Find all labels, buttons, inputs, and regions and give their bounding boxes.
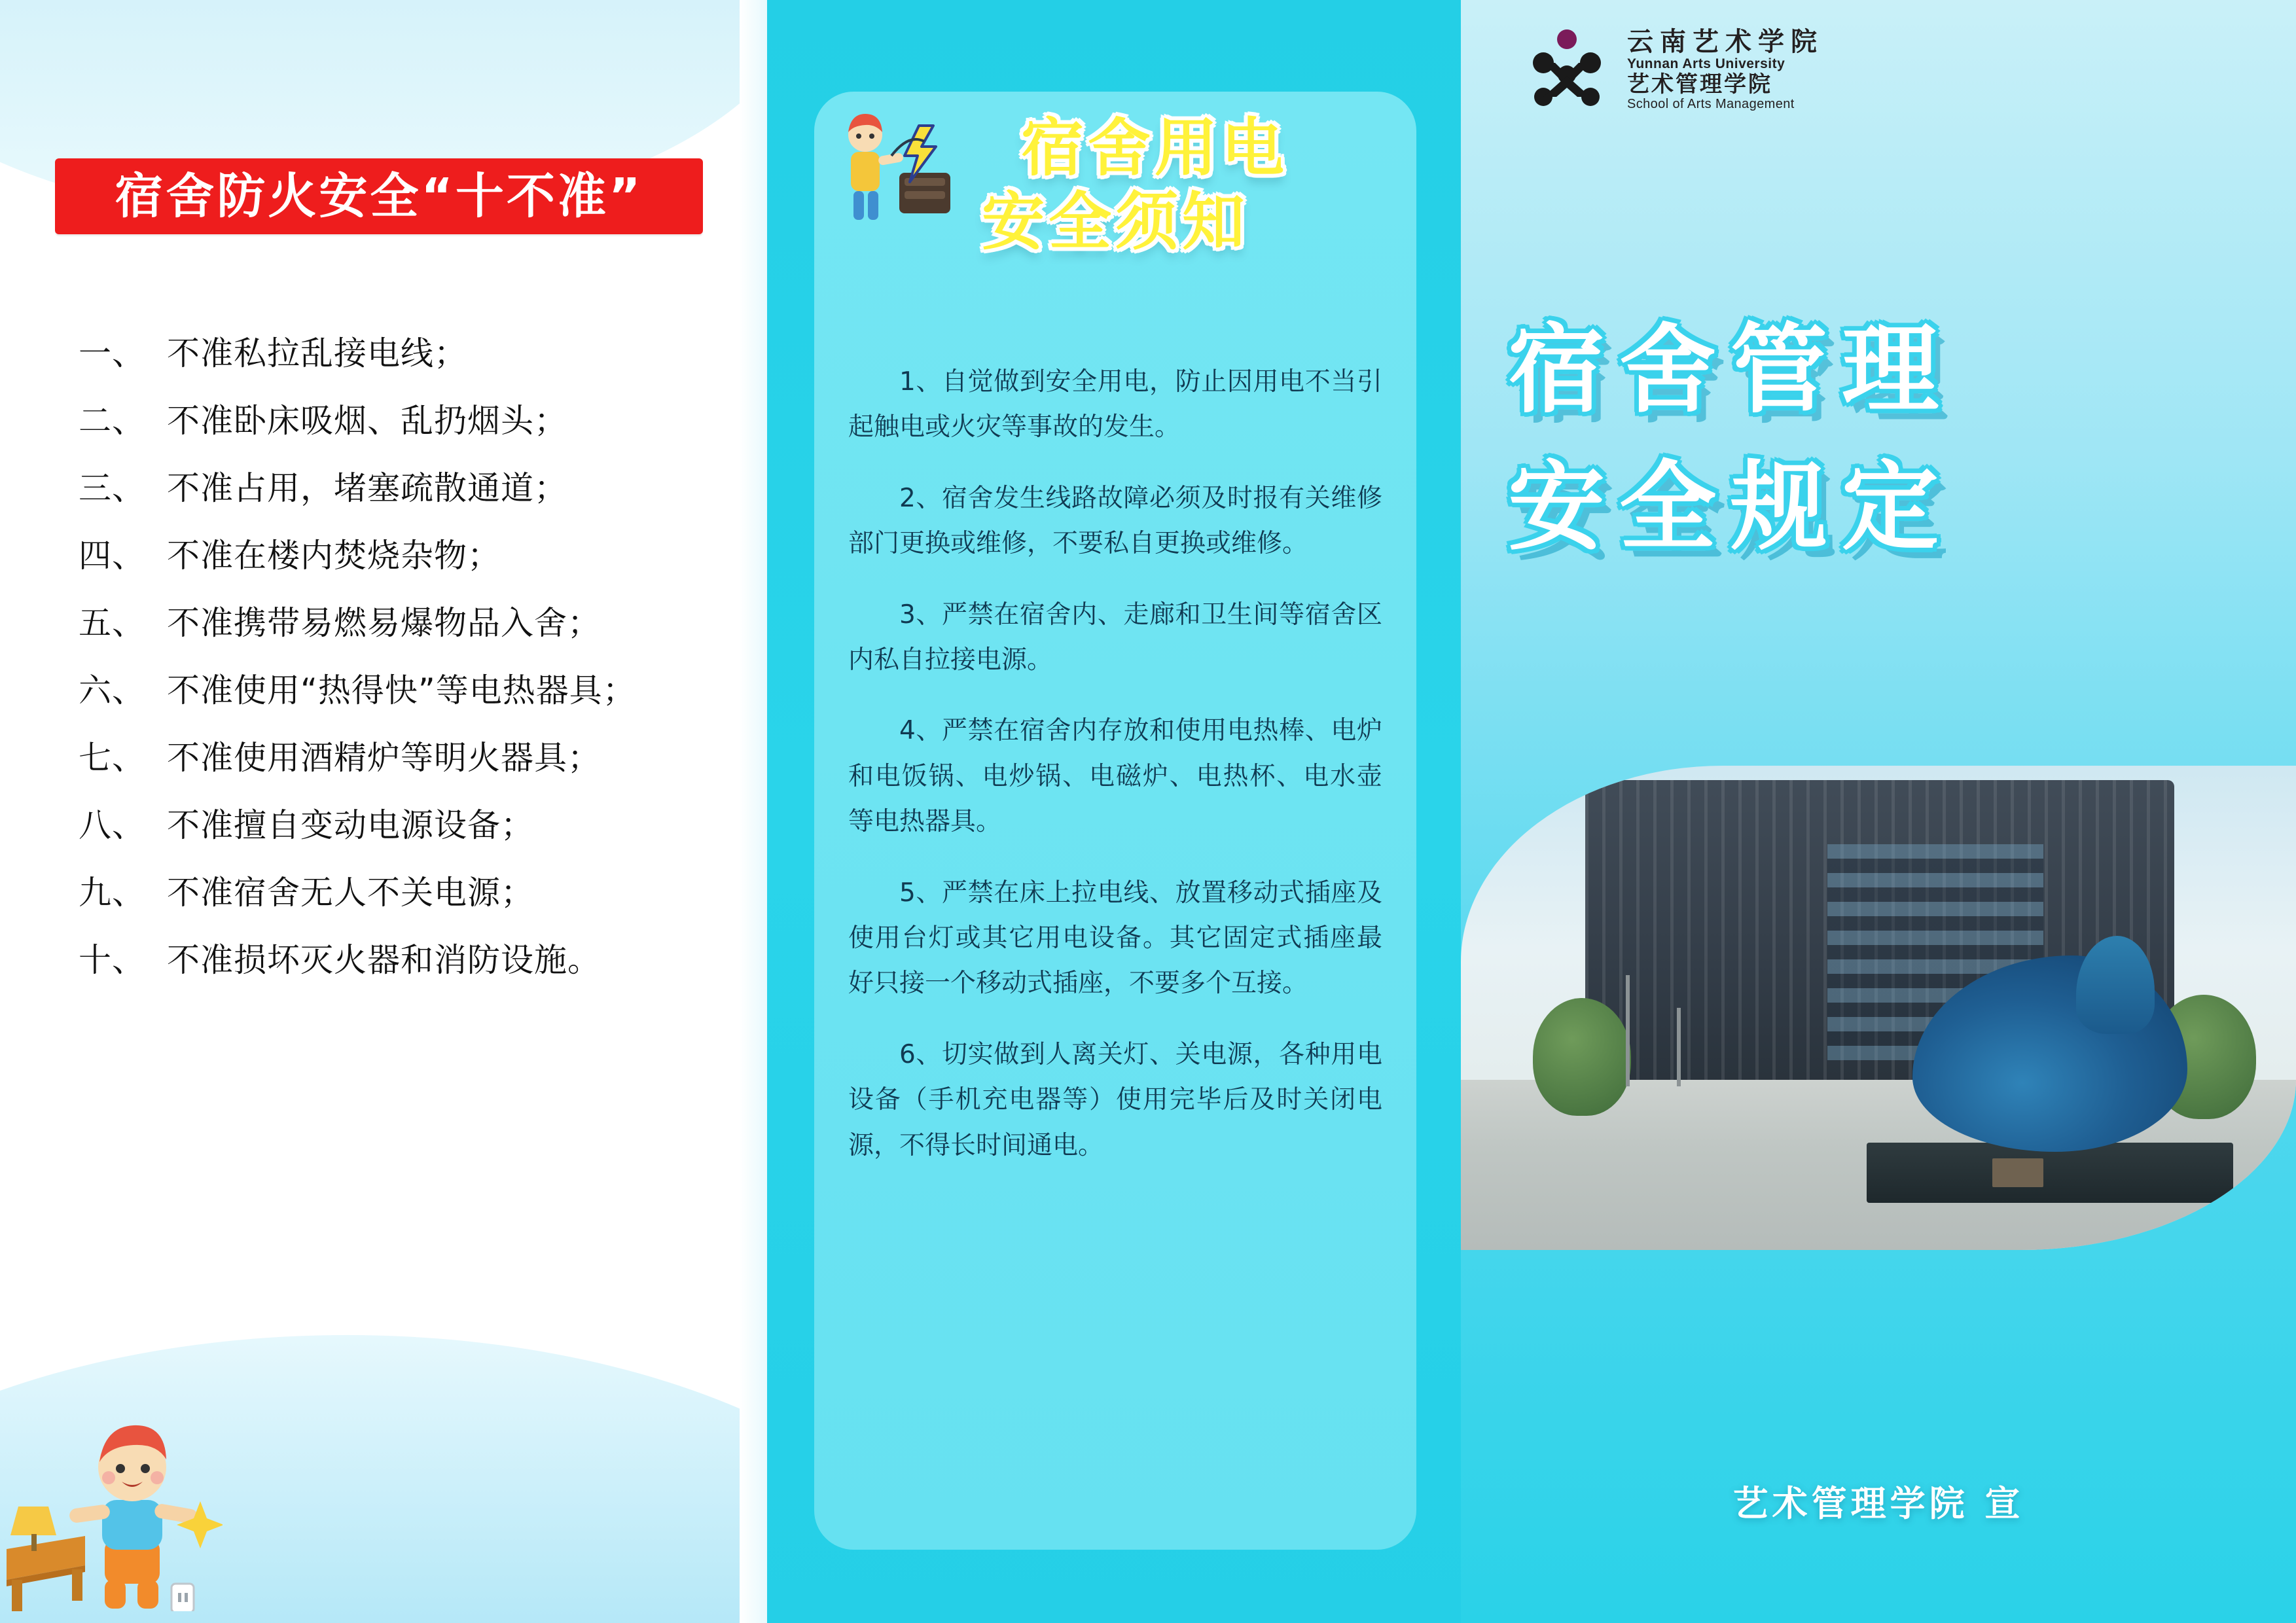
logo-school-en: School of Arts Management <box>1627 97 1795 111</box>
list-item <box>79 732 707 785</box>
campus-photo <box>1461 766 2296 1250</box>
cover-credit: 艺术管理学院 宣 <box>1732 1483 2024 1524</box>
university-logo-mark-icon <box>1524 26 1610 113</box>
panel-left-edge-gradient <box>740 0 767 1623</box>
paragraph: 1、自觉做到安全用电，防止因用电不当引起触电或火灾等事故的发生。 <box>848 367 1382 442</box>
rule-index: 六、 <box>79 671 145 709</box>
electricity-safety-body <box>848 334 1382 1179</box>
cover-title-line-2: 安全规定 <box>1508 451 1953 564</box>
paragraph: 6、切实做到人离关灯、关电源，各种用电设备（手机充电器等）使用完毕后及时关闭电源，不得长时间通电。 <box>848 1039 1382 1160</box>
panel-fire-safety <box>0 0 767 1623</box>
paragraph: 5、严禁在床上拉电线、放置移动式插座及使用台灯或其它用电设备。其它固定式插座最好只接一个移动式插座，不要多个互接。 <box>848 878 1382 999</box>
paragraph: 4、严禁在宿舍内存放和使用电热棒、电炉和电饭锅、电炒锅、电磁炉、电热杯、电水壶等电热器具。 <box>848 716 1382 837</box>
heading-line-1: 宿舍用电 <box>1021 111 1288 185</box>
rule-text: 不准损坏灭火器和消防设施。 <box>167 941 601 979</box>
list-item <box>79 866 707 919</box>
photo-street-lamp <box>1677 1008 1681 1086</box>
list-item <box>79 529 707 582</box>
rule-index: 一、 <box>79 334 145 372</box>
university-logo-text <box>1627 27 1823 112</box>
rule-index: 二、 <box>79 402 145 440</box>
photo-street-lamp <box>1626 975 1630 1086</box>
child-switching-off-light-icon <box>7 1408 223 1611</box>
rule-text: 不准擅自变动电源设备； <box>167 806 534 844</box>
paragraph: 2、宿舍发生线路故障必须及时报有关维修部门更换或维修，不要私自更换或维修。 <box>848 483 1382 559</box>
panel-cover <box>1461 0 2296 1623</box>
list-item <box>79 597 707 650</box>
rule-text: 不准私拉乱接电线； <box>167 334 467 372</box>
rule-index: 五、 <box>79 604 145 642</box>
rule-index: 九、 <box>79 874 145 912</box>
rule-index: 四、 <box>79 537 145 575</box>
electricity-safety-card <box>814 92 1416 1550</box>
rule-text: 不准携带易燃易爆物品入舍； <box>167 604 601 642</box>
fire-safety-title-banner <box>55 158 703 234</box>
heading-line-2: 安全须知 <box>982 185 1249 259</box>
list-item <box>79 934 707 987</box>
list-item <box>79 664 707 717</box>
list-item <box>79 395 707 448</box>
rule-index: 十、 <box>79 941 145 979</box>
rule-index: 三、 <box>79 469 145 507</box>
rule-index: 七、 <box>79 739 145 777</box>
list-item <box>79 462 707 515</box>
photo-statue-plaque <box>1992 1158 2043 1187</box>
rule-text: 不准宿舍无人不关电源； <box>167 874 534 912</box>
rule-text: 不准在楼内焚烧杂物； <box>167 537 501 575</box>
rule-text: 不准占用，堵塞疏散通道； <box>167 469 567 507</box>
logo-school-cn: 艺术管理学院 <box>1627 71 1772 98</box>
rule-text: 不准使用“热得快”等电热器具； <box>167 671 636 709</box>
list-item <box>79 327 707 380</box>
fire-safety-title-text: 宿舍防火安全“十不准” <box>115 168 643 224</box>
fire-safety-rule-list <box>79 327 707 1001</box>
cover-title-line-1: 宿舍管理 <box>1508 313 1953 426</box>
rule-text: 不准使用酒精炉等明火器具； <box>167 739 601 777</box>
panel-electricity-safety <box>767 0 1461 1623</box>
logo-university-en: Yunnan Arts University <box>1627 56 1785 72</box>
electricity-safety-heading <box>814 111 1416 260</box>
rule-text: 不准卧床吸烟、乱扔烟头； <box>167 402 567 440</box>
photo-tree <box>1533 998 1631 1116</box>
cover-title <box>1508 301 2228 576</box>
paragraph: 3、严禁在宿舍内、走廊和卫生间等宿舍区内私自拉接电源。 <box>848 599 1382 675</box>
university-logo <box>1524 26 1823 113</box>
logo-university-cn: 云南艺术学院 <box>1627 26 1823 57</box>
rule-index: 八、 <box>79 806 145 844</box>
list-item <box>79 799 707 852</box>
